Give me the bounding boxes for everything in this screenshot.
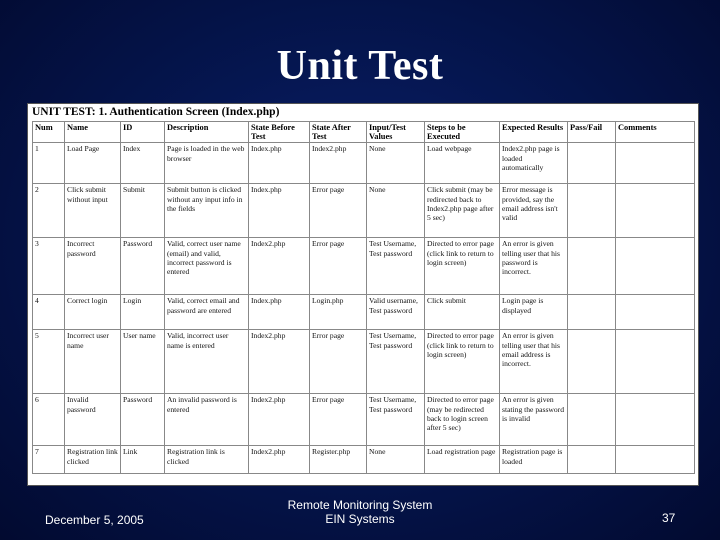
table-cell: Index2.php xyxy=(249,446,310,474)
table-cell: Valid, correct user name (email) and valid, incorrect password is entered xyxy=(165,238,249,295)
column-header: Num xyxy=(33,122,65,143)
table-heading: UNIT TEST: 1. Authentication Screen (Index.php) xyxy=(32,106,280,118)
table-cell xyxy=(616,394,695,446)
column-header: Expected Results xyxy=(500,122,568,143)
table-cell: Error page xyxy=(310,394,367,446)
table-cell: An error is given telling user that his password is incorrect. xyxy=(500,238,568,295)
table-cell: Index.php xyxy=(249,143,310,184)
table-row xyxy=(33,330,695,394)
table-cell: Correct login xyxy=(65,295,121,330)
table-cell xyxy=(568,143,616,184)
table-cell xyxy=(616,330,695,394)
table-cell: Click submit without input xyxy=(65,184,121,238)
table-cell: Test Username, Test password xyxy=(367,238,425,295)
column-header: State After Test xyxy=(310,122,367,143)
table-cell: Click submit xyxy=(425,295,500,330)
table-cell: Submit xyxy=(121,184,165,238)
table-cell: Submit button is clicked without any input info in the fields xyxy=(165,184,249,238)
table-cell: Link xyxy=(121,446,165,474)
table-cell: Valid, incorrect user name is entered xyxy=(165,330,249,394)
table-cell xyxy=(568,446,616,474)
table-cell xyxy=(616,295,695,330)
column-header: Input/Test Values xyxy=(367,122,425,143)
table-cell: Error message is provided, say the email address isn't valid xyxy=(500,184,568,238)
table-cell: Directed to error page (may be redirected back to login screen after 5 sec) xyxy=(425,394,500,446)
table-row xyxy=(33,295,695,330)
footer-line-1: Remote Monitoring System xyxy=(287,498,433,512)
table-cell: Registration link clicked xyxy=(65,446,121,474)
column-header: Pass/Fail xyxy=(568,122,616,143)
table-row xyxy=(33,238,695,295)
table-cell: Load Page xyxy=(65,143,121,184)
table-cell: Incorrect user name xyxy=(65,330,121,394)
table-cell: Login.php xyxy=(310,295,367,330)
table-cell: An error is given stating the password is invalid xyxy=(500,394,568,446)
column-header: State Before Test xyxy=(249,122,310,143)
table-cell: Directed to error page (click link to return to login screen) xyxy=(425,238,500,295)
table-cell: User name xyxy=(121,330,165,394)
table-cell: 7 xyxy=(33,446,65,474)
footer-line-2: EIN Systems xyxy=(325,512,395,526)
table-cell: Login xyxy=(121,295,165,330)
page-number: 37 xyxy=(662,511,676,525)
table-cell: Test Username, Test password xyxy=(367,394,425,446)
table-cell: None xyxy=(367,446,425,474)
table-cell: Test Username, Test password xyxy=(367,330,425,394)
table-cell xyxy=(616,446,695,474)
table-cell: Index.php xyxy=(249,184,310,238)
table-cell: Valid, correct email and password are entered xyxy=(165,295,249,330)
table-cell: An invalid password is entered xyxy=(165,394,249,446)
unit-test-table-image xyxy=(27,103,699,486)
slide-title: Unit Test xyxy=(276,43,444,89)
table-cell: Password xyxy=(121,238,165,295)
table-cell xyxy=(616,184,695,238)
table-cell: Load webpage xyxy=(425,143,500,184)
column-header: ID xyxy=(121,122,165,143)
table-cell: Index2.php xyxy=(310,143,367,184)
table-cell xyxy=(616,238,695,295)
table-cell: Index2.php xyxy=(249,394,310,446)
table-cell: 5 xyxy=(33,330,65,394)
unit-test-table xyxy=(32,121,695,474)
table-cell xyxy=(568,184,616,238)
table-header-row xyxy=(33,122,695,143)
table-cell: Index.php xyxy=(249,295,310,330)
table-cell xyxy=(616,143,695,184)
table-cell xyxy=(568,238,616,295)
table-cell: Index xyxy=(121,143,165,184)
table-cell: Invalid password xyxy=(65,394,121,446)
table-cell: Index2.php page is loaded automatically xyxy=(500,143,568,184)
table-cell: Index2.php xyxy=(249,330,310,394)
column-header: Comments xyxy=(616,122,695,143)
table-cell: Error page xyxy=(310,184,367,238)
table-cell: Incorrect password xyxy=(65,238,121,295)
footer-center xyxy=(260,498,460,526)
table-cell: Error page xyxy=(310,330,367,394)
table-cell: Registration link is clicked xyxy=(165,446,249,474)
table-cell: 2 xyxy=(33,184,65,238)
table-cell: Password xyxy=(121,394,165,446)
table-cell: 1 xyxy=(33,143,65,184)
table-cell xyxy=(568,394,616,446)
table-cell: Error page xyxy=(310,238,367,295)
table-cell: 3 xyxy=(33,238,65,295)
column-header: Description xyxy=(165,122,249,143)
column-header: Name xyxy=(65,122,121,143)
table-cell: Registration page is loaded xyxy=(500,446,568,474)
table-row xyxy=(33,143,695,184)
table-cell: An error is given telling user that his email address is incorrect. xyxy=(500,330,568,394)
table-cell: Directed to error page (click link to return to login screen) xyxy=(425,330,500,394)
table-row xyxy=(33,184,695,238)
table-cell: Index2.php xyxy=(249,238,310,295)
table-cell: None xyxy=(367,184,425,238)
table-cell: Click submit (may be redirected back to Index2.php page after 5 sec) xyxy=(425,184,500,238)
table-cell: 4 xyxy=(33,295,65,330)
table-cell xyxy=(568,295,616,330)
footer-date: December 5, 2005 xyxy=(45,513,144,527)
table-row xyxy=(33,446,695,474)
table-cell: Register.php xyxy=(310,446,367,474)
table-cell: Valid username, Test password xyxy=(367,295,425,330)
table-cell: Load registration page xyxy=(425,446,500,474)
table-cell: 6 xyxy=(33,394,65,446)
table-row xyxy=(33,394,695,446)
table-cell: Page is loaded in the web browser xyxy=(165,143,249,184)
table-cell: None xyxy=(367,143,425,184)
column-header: Steps to be Executed xyxy=(425,122,500,143)
table-cell xyxy=(568,330,616,394)
table-cell: Login page is displayed xyxy=(500,295,568,330)
